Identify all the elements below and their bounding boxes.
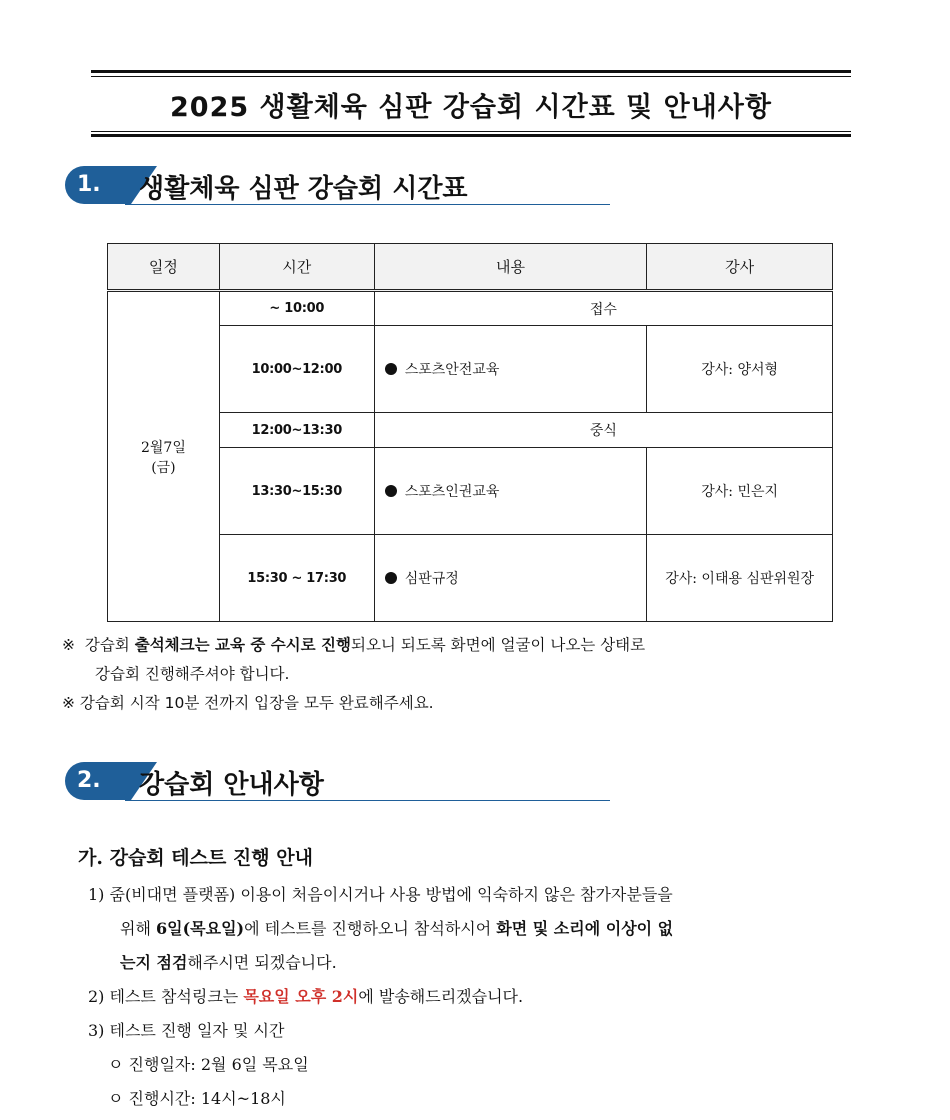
note-1-continued: 강습회 진행해주셔야 합니다. [95, 665, 290, 683]
section-2-title: 강습회 안내사항 [139, 770, 324, 800]
header-content: 내용 [374, 244, 647, 291]
document-title: 2025 생활체육 심판 강습회 시간표 및 안내사항 [170, 92, 772, 123]
section-2-underline [125, 800, 610, 801]
header-instructor: 강사 [647, 244, 833, 291]
note-1 [62, 631, 882, 660]
content-text: 스포츠안전교육 [404, 362, 500, 378]
bullet-dot-icon [385, 363, 397, 375]
note-1-text-a: 강습회 [84, 636, 135, 654]
guide-item-2 [88, 980, 888, 1014]
note-1-emphasis: 출석체크는 교육 중 수시로 진행 [134, 636, 351, 654]
date-line-1: 2월7일 [140, 439, 186, 456]
bullet-dot-icon [385, 485, 397, 497]
note-2: ※ 강습회 시작 10분 전까지 입장을 모두 완료해주세요. [62, 694, 434, 712]
content-cell: 중식 [374, 413, 832, 448]
date-cell [108, 291, 220, 622]
note-1-mark: ※ [62, 636, 75, 654]
guide-text: 에 발송해드리겠습니다. [358, 987, 524, 1006]
table-row [108, 291, 833, 326]
guide-list [88, 878, 888, 1116]
title-rule-bottom [91, 134, 851, 137]
content-cell [374, 326, 647, 413]
guide-item-3: 3) 테스트 진행 일자 및 시간 [88, 1021, 285, 1040]
section-1-heading [65, 166, 610, 208]
time-cell: 12:00~13:30 [219, 413, 374, 448]
content-cell [374, 448, 647, 535]
guide-item-1-line-3 [88, 946, 888, 980]
guide-emphasis: 화면 및 소리에 이상이 없 [496, 919, 674, 938]
header-time: 시간 [219, 244, 374, 291]
guide-item-1-line-2 [88, 912, 888, 946]
section-1-underline [125, 204, 610, 205]
guide-subheading: 가. 강습회 테스트 진행 안내 [78, 847, 313, 869]
guide-text: 해주시면 되겠습니다. [187, 953, 337, 972]
instructor-cell: 강사: 양서형 [647, 326, 833, 413]
section-2-heading [65, 762, 610, 804]
content-text: 심판규정 [404, 571, 459, 587]
time-cell: ~ 10:00 [219, 291, 374, 326]
notes [62, 631, 882, 718]
instructor-cell: 강사: 이태용 심판위원장 [647, 535, 833, 622]
header-date: 일정 [108, 244, 220, 291]
title-rule-bottom-thin [91, 131, 851, 132]
guide-emphasis: 는지 점검 [120, 953, 188, 972]
time-cell: 10:00~12:00 [219, 326, 374, 413]
date-line-2: (금) [151, 459, 176, 476]
guide-text: 에 테스트를 진행하오니 참석하시어 [244, 919, 497, 938]
note-1-text-c: 되오니 되도록 화면에 얼굴이 나오는 상태로 [350, 636, 646, 654]
guide-sub-item-date: ㅇ 진행일자: 2월 6일 목요일 [108, 1055, 309, 1074]
content-cell: 접수 [374, 291, 832, 326]
title-rule-top [91, 70, 851, 73]
schedule-table [107, 243, 833, 622]
section-1-number: 1. [65, 166, 131, 204]
time-cell: 13:30~15:30 [219, 448, 374, 535]
guide-sub-item-time: ㅇ 진행시간: 14시~18시 [108, 1089, 286, 1108]
guide-highlight: 목요일 오후 2시 [243, 987, 359, 1006]
guide-emphasis: 6일(목요일) [156, 919, 245, 938]
table-header-row [108, 244, 833, 291]
document-title-box [91, 70, 851, 138]
time-cell: 15:30 ~ 17:30 [219, 535, 374, 622]
guide-item-1-line-1: 1) 줌(비대면 플랫폼) 이용이 처음이시거나 사용 방법에 익숙하지 않은 참가자분들을 [88, 885, 673, 904]
instructor-cell: 강사: 민은지 [647, 448, 833, 535]
section-1-title: 생활체육 심판 강습회 시간표 [139, 174, 468, 204]
section-2-number: 2. [65, 762, 131, 800]
content-cell [374, 535, 647, 622]
guide-text: 위해 [120, 919, 156, 938]
content-text: 스포츠인권교육 [404, 484, 500, 500]
bullet-dot-icon [385, 572, 397, 584]
title-rule-top-thin [91, 76, 851, 77]
guide-text: 2) 테스트 참석링크는 [88, 987, 244, 1006]
